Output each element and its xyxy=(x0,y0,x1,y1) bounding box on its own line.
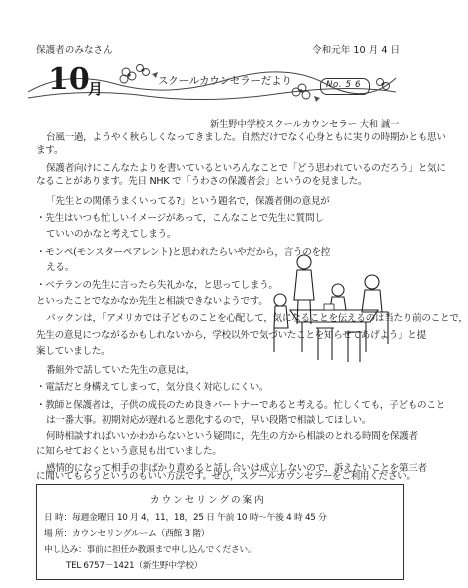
body-line: 案していました。 xyxy=(36,346,111,357)
body-line: ・モンペ(モンスターペアレント)と思われたらいやだから，言うのを控 xyxy=(36,247,331,258)
body-line: える。 xyxy=(46,262,74,273)
body-line: は一番大事。初期対応が遅れると悪化するので，早い段階で相談してほしい。 xyxy=(46,415,372,426)
body-line: 感情的になって相手の非ばかり責めると話し合いは成立しないので，訴えたいことを第三者 xyxy=(46,463,427,474)
info-schedule: 日 時：毎週金曜日 10 月 4，11，18，25 日 午前 10 時～午後 4 時 45 分 xyxy=(44,513,327,523)
meeting-illustration xyxy=(270,248,398,366)
body-line: ・電話だと身構えてしまって，気分良く対応しにくい。 xyxy=(36,382,269,393)
body-line: 保護者向けにこんなたよりを書いているといろんなことで「どう思われているのだろう」と気に xyxy=(46,163,446,174)
month-suffix: 月 xyxy=(88,80,104,98)
body-line: ・教師と保護者は，子供の成長のため良きパートナーであると考える。忙しくても，子どものこと xyxy=(36,400,445,411)
body-line: に知らせておくという意見も出ていました。 xyxy=(36,446,222,457)
info-telephone: TEL 6757－1421（新生野中学校） xyxy=(66,561,203,571)
info-application: 申し込み：事前に担任か教頭まで申し込んでください。 xyxy=(44,545,257,555)
issue-number: No. 5 6 xyxy=(326,80,362,90)
body-line: といったことでなかなか先生と相談できないようです。 xyxy=(36,296,268,307)
byline: 新生野中学校スクールカウンセラー 大和 誠一 xyxy=(210,119,400,130)
body-line: 「先生との関係うまくいってる?」という題名で，保護者側の意見が xyxy=(46,196,330,207)
month-number: 10 xyxy=(48,62,90,97)
body-line: 台風一過，ようやく秋らしくなってきました。自然だけでなく心身ともに実りの時期かとも思い xyxy=(46,132,446,143)
newsletter-title: スクールカウンセラーだより xyxy=(158,75,292,87)
info-location: 場 所：カウンセリングルーム（西館 3 階） xyxy=(44,529,210,539)
body-line: 何時相談すればいいかわからないという疑問に，先生の方から相談のとれる時間を保護者 xyxy=(46,431,418,442)
body-line: ていいのかなと考えてしまう。 xyxy=(46,229,177,240)
body-line: ・ベテランの先生に言ったら失礼かな，と思ってしまう。 xyxy=(36,280,278,291)
body-line: パックンは，「アメリカでは子どものことを心配して，気になることを伝えるのは当たり前のことで， xyxy=(46,313,468,324)
body-line: なることがあります。先日 NHK で「うわさの保護者会」というのを見ました。 xyxy=(36,176,368,187)
body-line: ます。 xyxy=(36,145,64,156)
issue-date: 令和元年 10 月 4 日 xyxy=(312,45,401,56)
info-box-title: カウンセリングの案内 xyxy=(150,495,266,506)
body-line: 先生の意見につながるかもしれないから，学校以外で気づいたことを知らせてあげよう」と提 xyxy=(36,330,426,341)
body-line: 番組外で話していた先生の意見は， xyxy=(46,365,195,376)
salutation: 保護者のみなさん xyxy=(36,45,113,56)
body-line: ・先生はいつも忙しいイメージがあって，こんなことで先生に質問し xyxy=(36,213,324,224)
body-line: に聞いてもらうというのもいい方法です。ぜひ，スクールカウンセラーをご利用ください。 xyxy=(36,471,416,482)
